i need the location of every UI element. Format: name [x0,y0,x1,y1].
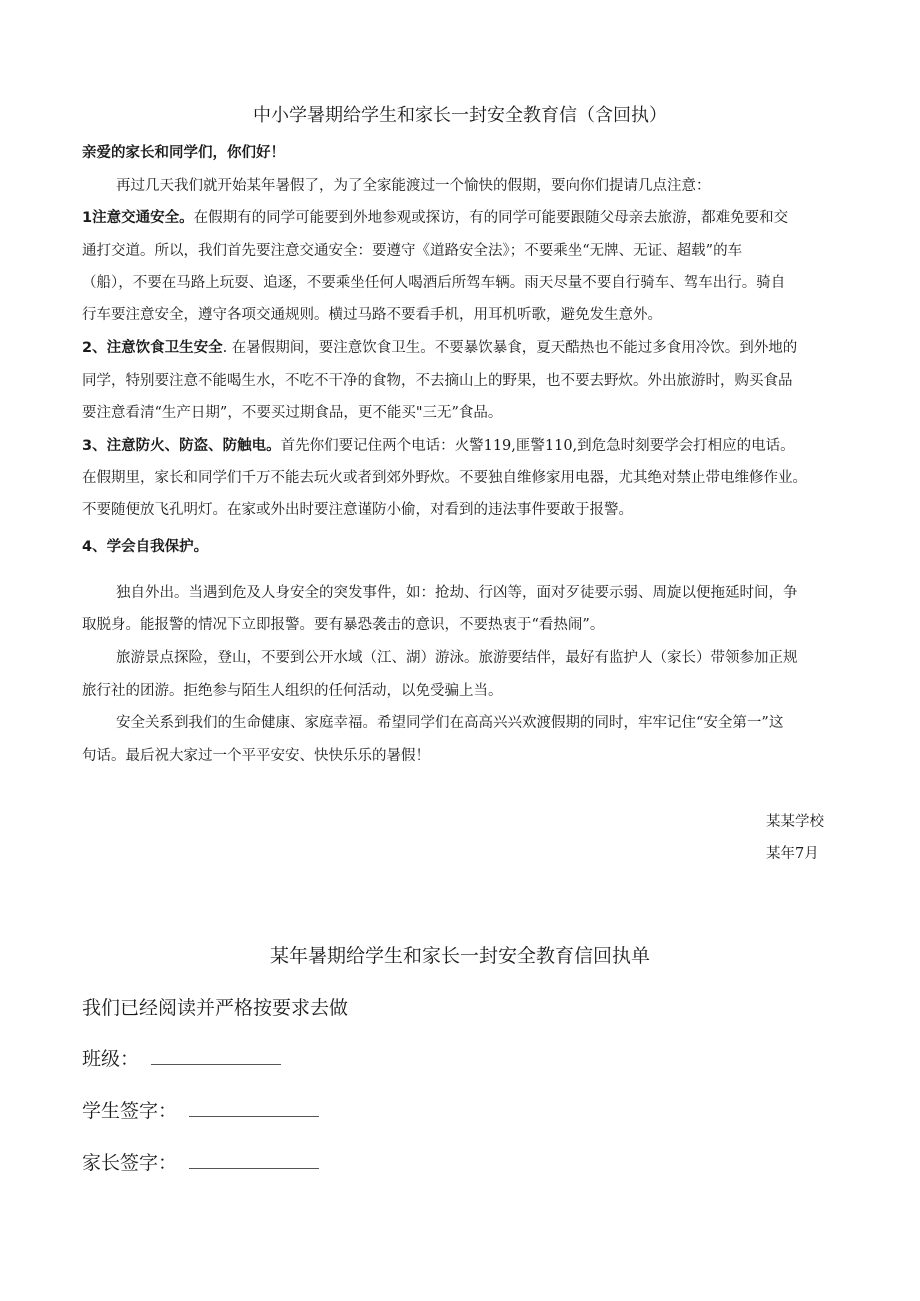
section-2-line-1: 2、注意饮食卫生安全. 在暑假期间，要注意饮食卫生。不要暴饮暴食，夏天酷热也不能过多食用冷饮。到外地的 [82,340,798,356]
paragraph-2-line-1: 旅游景点探险，登山，不要到公开水域（江、湖）游泳。旅游要结伴，最好有监护人（家长）带领参加正规 [116,650,798,666]
section-1-line-1: 1注意交通安全。在假期有的同学可能要到外地参观或探访，有的同学可能要跟随父母亲去旅游，都难免要和交 [82,210,789,226]
student-signature-blank-line[interactable] [189,1100,319,1117]
section-3-heading: 3、注意防火、防盗、防触电。 [82,438,281,454]
receipt-field-student-signature [82,1098,319,1124]
student-signature-label: 学生签字： [82,1100,178,1122]
paragraph-3-line-1: 安全关系到我们的生命健康、家庭幸福。希望同学们在高高兴兴欢渡假期的同时，牢牢记住“安全第一”这 [116,715,784,731]
signature-school: 某某学校 [766,814,824,830]
section-3-line-1: 3、注意防火、防盗、防触电。首先你们要记住两个电话：火警119,匪警110,到危急时刻要学会打相应的电话。 [82,438,795,454]
class-blank-line[interactable] [151,1048,281,1065]
section-3-line-3: 不要随便放飞孔明灯。在家或外出时要注意谨防小偷，对看到的违法事件要敢于报警。 [82,502,633,518]
receipt-field-parent-signature [82,1150,319,1176]
section-2-line-2: 同学，特别要注意不能喝生水，不吃不干净的食物，不去摘山上的野果，也不要去野炊。外出旅游时，购买食品 [82,373,793,389]
paragraph-2-line-2: 旅行社的团游。拒绝参与陌生人组织的任何活动，以免受骗上当。 [82,683,503,699]
paragraph-1-line-2: 取脱身。能报警的情况下立即报警。要有暴恐袭击的意识，不要热衷于“看热闹”。 [82,617,605,633]
letter-title: 中小学暑期给学生和家长一封安全教育信（含回执） [253,105,667,126]
section-1-line-3: （船），不要在马路上玩耍、追逐，不要乘坐任何人喝酒后所驾车辆。雨天尽量不要自行骑车、驾车出行。骑自 [82,275,786,291]
parent-signature-blank-line[interactable] [189,1152,319,1169]
section-3-line-2: 在假期里，家长和同学们千万不能去玩火或者到郊外野炊。不要独自维修家用电器，尤其绝对禁止带电维修作业。 [82,470,807,486]
receipt-statement: 我们已经阅读并严格按要求去做 [82,997,349,1019]
class-label: 班级： [82,1048,140,1070]
section-1-heading: 1注意交通安全。 [82,210,194,226]
section-1-line-2: 通打交道。所以，我们首先要注意交通安全：要遵守《道路安全法》；不要乘坐“无牌、无证、超载”的车 [82,243,743,259]
intro-paragraph: 再过几天我们就开始某年暑假了，为了全家能渡过一个愉快的假期，要向你们提请几点注意： [116,178,711,194]
parent-signature-label: 家长签字： [82,1152,178,1174]
greeting: 亲爱的家长和同学们，你们好！ [82,145,285,161]
section-2-line-3: 要注意看清“生产日期”，不要买过期食品，更不能买"三无”食品。 [82,405,503,421]
paragraph-1-line-1: 独自外出。当遇到危及人身安全的突发事件，如：抢劫、行凶等，面对歹徒要示弱、周旋以便拖延时间，争 [116,585,798,601]
section-1-line-4: 行车要注意安全，遵守各项交通规则。横过马路不要看手机，用耳机听歌，避免发生意外。 [82,307,662,323]
signature-date: 某年7月 [766,846,819,862]
paragraph-3-line-2: 句话。最后祝大家过一个平平安安、快快乐乐的暑假！ [82,748,430,764]
section-2-heading: 2、注意饮食卫生安全 [82,340,223,356]
receipt-field-class [82,1046,281,1072]
receipt-title: 某年暑期给学生和家长一封安全教育信回执单 [269,945,650,967]
section-4-heading: 4、学会自我保护。 [82,539,209,555]
